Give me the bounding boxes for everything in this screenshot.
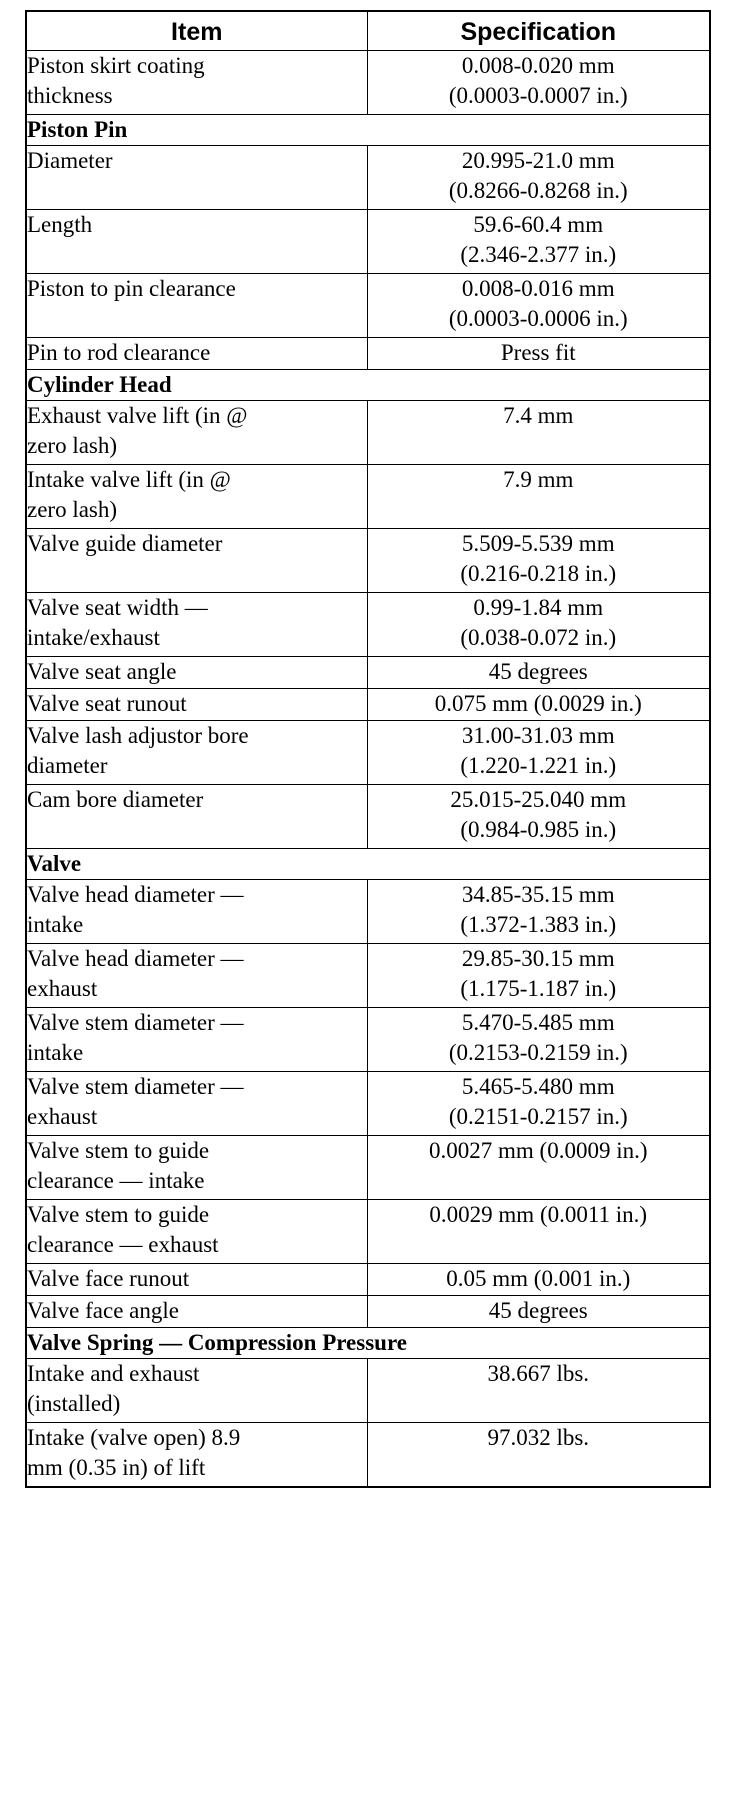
item-text: zero lash): [27, 433, 118, 458]
table-row: [26, 689, 710, 721]
item-cell: [26, 785, 367, 849]
header-row: [26, 11, 710, 51]
spec-value: 5.509-5.539 mm: [461, 531, 615, 556]
spec-cell: [367, 529, 710, 593]
item-cell: [26, 689, 367, 721]
spec-value: 0.0029 mm (0.0011 in.): [429, 1202, 648, 1227]
item-text: diameter: [27, 753, 108, 778]
item-text: intake: [27, 912, 84, 937]
spec-value: (0.0003-0.0007 in.): [448, 83, 628, 108]
spec-cell: [367, 51, 710, 115]
section-row: [26, 849, 710, 880]
spec-table: [25, 10, 711, 1488]
spec-value: 29.85-30.15 mm: [461, 946, 615, 971]
table-row: [26, 593, 710, 657]
spec-value: (0.216-0.218 in.): [460, 561, 617, 586]
item-cell: [26, 338, 367, 370]
item-text: exhaust: [27, 976, 98, 1001]
spec-cell: [367, 274, 710, 338]
table-row: [26, 465, 710, 529]
spec-value: 59.6-60.4 mm: [473, 212, 604, 237]
item-text: thickness: [27, 83, 113, 108]
spec-cell: [367, 401, 710, 465]
table-row: [26, 880, 710, 944]
spec-value: 25.015-25.040 mm: [450, 787, 627, 812]
spec-value: (1.175-1.187 in.): [460, 976, 617, 1001]
item-cell: [26, 657, 367, 689]
item-text: Valve seat width —: [27, 595, 208, 620]
item-cell: [26, 274, 367, 338]
item-text: Diameter: [27, 148, 113, 173]
item-cell: [26, 1296, 367, 1328]
table-row: [26, 721, 710, 785]
spec-cell: [367, 1008, 710, 1072]
spec-body: [26, 51, 710, 1488]
spec-cell: [367, 338, 710, 370]
spec-cell: [367, 721, 710, 785]
table-row: [26, 51, 710, 115]
item-cell: [26, 529, 367, 593]
table-row: [26, 1072, 710, 1136]
item-text: exhaust: [27, 1104, 98, 1129]
item-cell: [26, 146, 367, 210]
table-row: [26, 274, 710, 338]
spec-value: (0.038-0.072 in.): [460, 625, 617, 650]
spec-value: 20.995-21.0 mm: [461, 148, 615, 173]
item-text: Cam bore diameter: [27, 787, 204, 812]
spec-value: 0.008-0.020 mm: [461, 53, 615, 78]
item-text: Valve stem to guide: [27, 1202, 210, 1227]
item-text: Valve seat runout: [27, 691, 187, 716]
header-specification: Specification: [367, 11, 710, 51]
section-title: Cylinder Head: [26, 370, 710, 401]
spec-value: (2.346-2.377 in.): [460, 242, 617, 267]
item-text: intake/exhaust: [27, 625, 160, 650]
spec-value: 0.0027 mm (0.0009 in.): [429, 1138, 648, 1163]
section-title: Valve Spring — Compression Pressure: [26, 1328, 710, 1359]
spec-value: 38.667 lbs.: [487, 1361, 590, 1386]
table-row: [26, 944, 710, 1008]
section-title: Piston Pin: [26, 115, 710, 146]
table-row: [26, 1264, 710, 1296]
item-cell: [26, 51, 367, 115]
spec-cell: [367, 880, 710, 944]
spec-cell: [367, 1072, 710, 1136]
spec-value: 45 degrees: [488, 659, 588, 684]
table-row: [26, 401, 710, 465]
item-text: Exhaust valve lift (in @: [27, 403, 248, 428]
item-text: clearance — exhaust: [27, 1232, 219, 1257]
spec-cell: [367, 1264, 710, 1296]
spec-cell: [367, 657, 710, 689]
item-text: Valve stem to guide: [27, 1138, 210, 1163]
spec-value: 7.4 mm: [503, 403, 574, 428]
spec-value: 45 degrees: [488, 1298, 588, 1323]
spec-value: (0.984-0.985 in.): [460, 817, 617, 842]
item-text: zero lash): [27, 497, 118, 522]
spec-value: 97.032 lbs.: [487, 1425, 590, 1450]
table-row: [26, 210, 710, 274]
table-row: [26, 1359, 710, 1423]
spec-cell: [367, 1200, 710, 1264]
spec-value: (0.0003-0.0006 in.): [448, 306, 628, 331]
item-text: Piston to pin clearance: [27, 276, 236, 301]
item-text: Valve head diameter —: [27, 946, 244, 971]
item-cell: [26, 1423, 367, 1488]
section-title: Valve: [26, 849, 710, 880]
spec-cell: [367, 465, 710, 529]
item-text: Valve face angle: [27, 1298, 179, 1323]
spec-value: (0.8266-0.8268 in.): [448, 178, 628, 203]
table-row: [26, 1008, 710, 1072]
spec-value: (1.220-1.221 in.): [460, 753, 617, 778]
item-cell: [26, 210, 367, 274]
spec-cell: [367, 1423, 710, 1488]
item-cell: [26, 1008, 367, 1072]
spec-cell: [367, 689, 710, 721]
spec-cell: [367, 1359, 710, 1423]
item-text: Valve head diameter —: [27, 882, 244, 907]
item-text: Intake and exhaust: [27, 1361, 200, 1386]
item-cell: [26, 401, 367, 465]
spec-value: 0.075 mm (0.0029 in.): [434, 691, 642, 716]
item-cell: [26, 593, 367, 657]
spec-value: Press fit: [500, 340, 576, 365]
table-row: [26, 146, 710, 210]
spec-value: (1.372-1.383 in.): [460, 912, 617, 937]
item-cell: [26, 1072, 367, 1136]
section-row: [26, 115, 710, 146]
table-row: [26, 1200, 710, 1264]
table-row: [26, 529, 710, 593]
table-row: [26, 657, 710, 689]
section-row: [26, 370, 710, 401]
spec-cell: [367, 146, 710, 210]
item-cell: [26, 1359, 367, 1423]
spec-value: 31.00-31.03 mm: [461, 723, 615, 748]
item-text: clearance — intake: [27, 1168, 205, 1193]
item-cell: [26, 1200, 367, 1264]
section-row: [26, 1328, 710, 1359]
item-text: Valve stem diameter —: [27, 1010, 244, 1035]
spec-value: 5.470-5.485 mm: [461, 1010, 615, 1035]
table-row: [26, 338, 710, 370]
item-text: Intake valve lift (in @: [27, 467, 231, 492]
item-text: Length: [27, 212, 93, 237]
spec-value: (0.2151-0.2157 in.): [448, 1104, 628, 1129]
item-text: Valve lash adjustor bore: [27, 723, 249, 748]
spec-value: 34.85-35.15 mm: [461, 882, 615, 907]
item-cell: [26, 944, 367, 1008]
spec-value: 7.9 mm: [503, 467, 574, 492]
spec-value: 0.99-1.84 mm: [473, 595, 604, 620]
spec-value: 0.05 mm (0.001 in.): [446, 1266, 631, 1291]
item-cell: [26, 1264, 367, 1296]
spec-cell: [367, 593, 710, 657]
item-text: Pin to rod clearance: [27, 340, 211, 365]
item-text: Valve seat angle: [27, 659, 177, 684]
header-item: Item: [26, 11, 367, 51]
spec-cell: [367, 1136, 710, 1200]
spec-cell: [367, 1296, 710, 1328]
item-text: Piston skirt coating: [27, 53, 205, 78]
item-cell: [26, 880, 367, 944]
spec-cell: [367, 210, 710, 274]
table-row: [26, 1296, 710, 1328]
item-cell: [26, 1136, 367, 1200]
spec-cell: [367, 944, 710, 1008]
item-text: mm (0.35 in) of lift: [27, 1455, 206, 1480]
item-text: Valve guide diameter: [27, 531, 223, 556]
item-text: Intake (valve open) 8.9: [27, 1425, 241, 1450]
item-cell: [26, 465, 367, 529]
spec-value: 0.008-0.016 mm: [461, 276, 615, 301]
table-row: [26, 1423, 710, 1488]
item-text: Valve face runout: [27, 1266, 190, 1291]
item-cell: [26, 721, 367, 785]
item-text: Valve stem diameter —: [27, 1074, 244, 1099]
spec-value: 5.465-5.480 mm: [461, 1074, 615, 1099]
item-text: (installed): [27, 1391, 121, 1416]
spec-value: (0.2153-0.2159 in.): [448, 1040, 628, 1065]
item-text: intake: [27, 1040, 84, 1065]
spec-cell: [367, 785, 710, 849]
table-row: [26, 1136, 710, 1200]
table-row: [26, 785, 710, 849]
